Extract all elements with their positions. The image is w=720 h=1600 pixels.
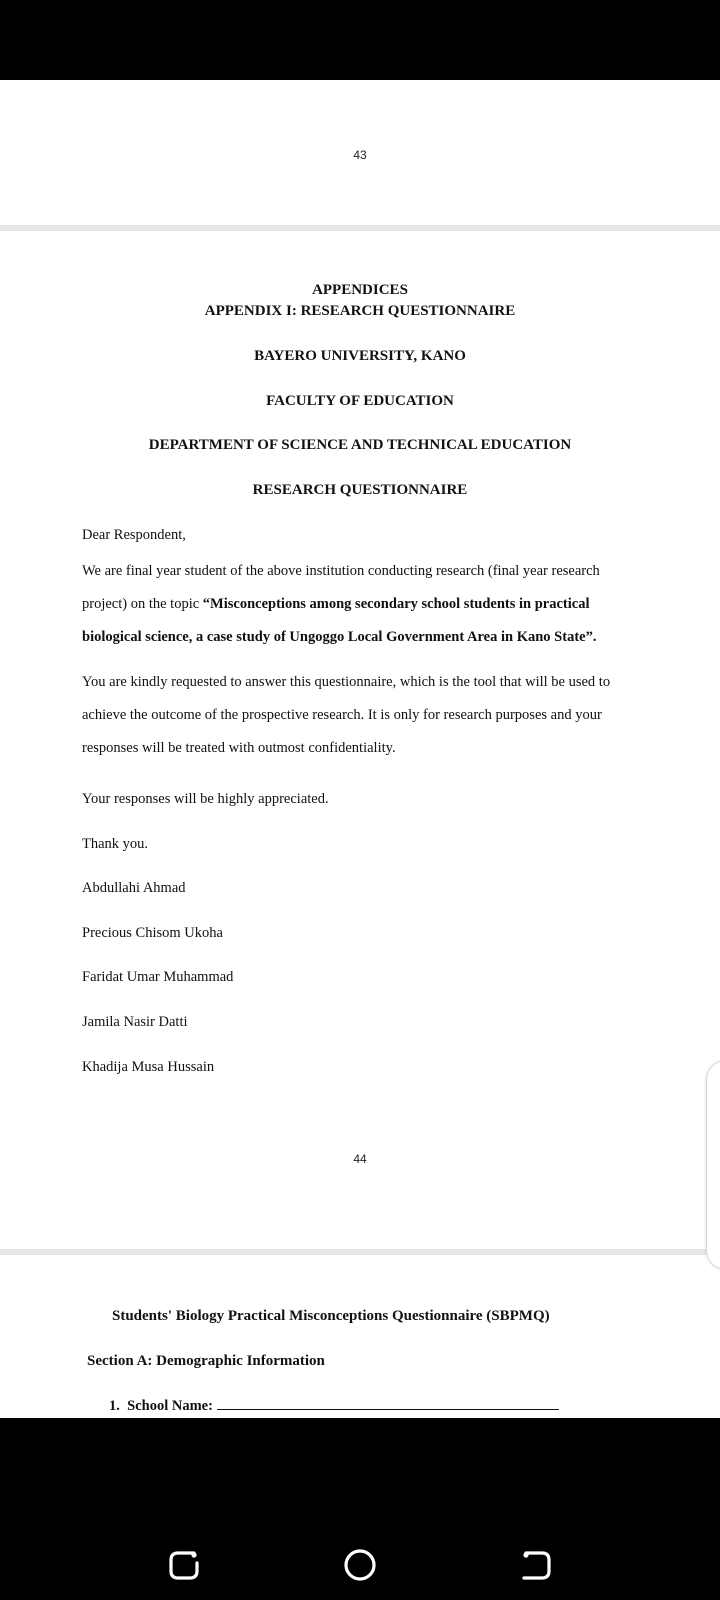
page-43	[0, 80, 720, 225]
question-school-name	[109, 1398, 559, 1415]
question-number: 1.	[109, 1398, 120, 1414]
appreciation-line: Your responses will be highly appreciated.	[82, 791, 329, 807]
author-name: Precious Chisom Ukoha	[82, 925, 223, 941]
page-number: 44	[353, 1152, 367, 1166]
page-45	[0, 1255, 720, 1418]
section-a-heading: Section A: Demographic Information	[87, 1353, 325, 1369]
author-name: Abdullahi Ahmad	[82, 880, 186, 896]
thanks-line: Thank you.	[82, 836, 149, 852]
questionnaire-title: RESEARCH QUESTIONNAIRE	[252, 482, 468, 498]
sbpmq-title: Students' Biology Practical Misconceptions Questionnaire (SBPMQ)	[112, 1308, 550, 1324]
document-viewer[interactable]	[0, 80, 720, 1418]
navigation-bar	[0, 1418, 720, 1600]
intro-text: We are final year student of the above institution conducting research (final year research project) on the topic	[82, 563, 600, 612]
status-bar	[0, 0, 720, 80]
author-name: Faridat Umar Muhammad	[82, 969, 234, 985]
page-number: 43	[353, 148, 367, 162]
department-name: DEPARTMENT OF SCIENCE AND TECHNICAL EDUCATION	[148, 437, 572, 453]
author-name: Jamila Nasir Datti	[82, 1014, 188, 1030]
appendix-subheading: APPENDIX I: RESEARCH QUESTIONNAIRE	[204, 303, 516, 319]
home-icon[interactable]	[340, 1545, 380, 1585]
page-44	[0, 231, 720, 1249]
intro-paragraph	[82, 555, 642, 654]
answer-line	[217, 1398, 559, 1410]
salutation: Dear Respondent,	[82, 527, 186, 543]
author-name: Khadija Musa Hussain	[82, 1059, 215, 1075]
back-icon[interactable]	[516, 1545, 556, 1585]
side-panel-handle[interactable]	[706, 1060, 720, 1270]
request-paragraph: You are kindly requested to answer this questionnaire, which is the tool that will be used to achieve the outcome of the prospective research. It is only for research purposes and your responses will be treated with outmost confidentiality.	[82, 674, 611, 756]
question-label: School Name:	[127, 1398, 213, 1414]
recent-apps-icon[interactable]	[164, 1545, 204, 1585]
research-topic: “Misconceptions among secondary school students in practical biological science, a case study of Ungoggo Local Government Area in Kano State”.	[82, 596, 597, 645]
faculty-name: FACULTY OF EDUCATION	[266, 393, 454, 409]
university-name: BAYERO UNIVERSITY, KANO	[254, 348, 466, 364]
appendices-heading: APPENDICES	[312, 282, 408, 298]
